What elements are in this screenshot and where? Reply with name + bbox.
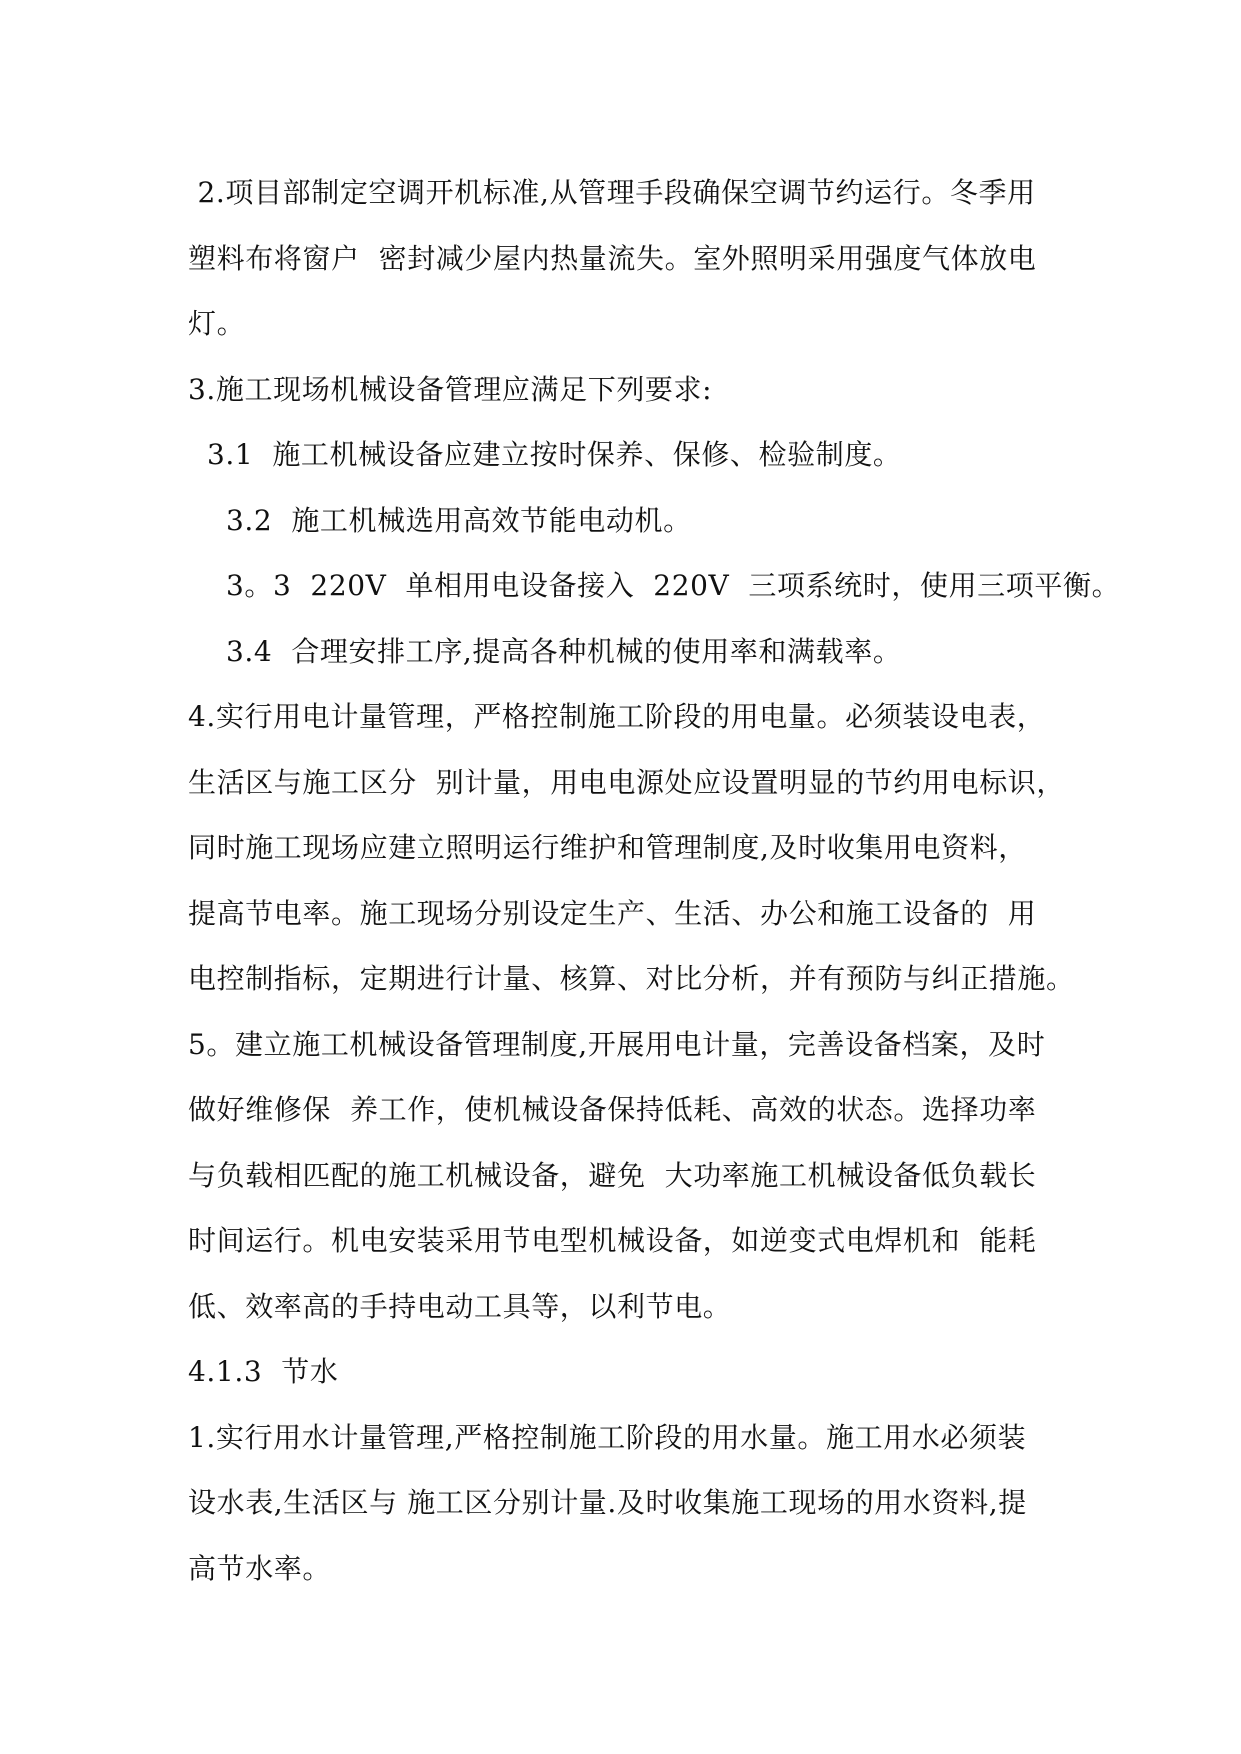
paragraph-line: 灯。 (188, 307, 246, 340)
paragraph-line: 3.2 施工机械选用高效节能电动机。 (188, 503, 692, 537)
paragraph-line: 3。3 220V 单相用电设备接入 220V 三项系统时，使用三项平衡。 (188, 569, 1121, 602)
paragraph-line: 1.实行用水计量管理,严格控制施工阶段的用水量。施工用水必须装 (188, 1420, 1027, 1454)
paragraph-line: 做好维修保 养工作，使机械设备保持低耗、高效的状态。选择功率 (188, 1093, 1037, 1126)
paragraph-line: 3.施工现场机械设备管理应满足下列要求: (188, 372, 713, 406)
paragraph-line: 高节水率。 (188, 1551, 332, 1585)
paragraph-line: 低、效率高的手持电动工具等，以利节电。 (188, 1289, 732, 1323)
paragraph-line: 生活区与施工区分 别计量，用电电源处应设置明显的节约用电标识， (188, 765, 1066, 799)
paragraph-line: 设水表,生活区与 施工区分别计量.及时收集施工现场的用水资料,提 (188, 1486, 1027, 1519)
section-heading: 4.1.3 节水 (188, 1355, 339, 1388)
paragraph-line: 与负载相匹配的施工机械设备，避免 大功率施工机械设备低负载长 (188, 1158, 1037, 1192)
paragraph-line: 电控制指标，定期进行计量、核算、对比分析，并有预防与纠正措施。 (188, 962, 1075, 995)
paragraph-line: 提高节电率。施工现场分别设定生产、生活、办公和施工设备的 用 (188, 896, 1037, 930)
paragraph-line: 时间运行。机电安装采用节电型机械设备，如逆变式电焊机和 能耗 (188, 1224, 1037, 1257)
paragraph-line: 2.项目部制定空调开机标准,从管理手段确保空调节约运行。冬季用 (188, 176, 1036, 209)
paragraph-line: 塑料布将窗户 密封减少屋内热量流失。室外照明采用强度气体放电 (188, 241, 1037, 275)
paragraph-line: 4.实行用电计量管理，严格控制施工阶段的用电量。必须装设电表， (188, 700, 1046, 733)
paragraph-line: 同时施工现场应建立照明运行维护和管理制度,及时收集用电资料， (188, 831, 1027, 864)
paragraph-line: 3.4 合理安排工序,提高各种机械的使用率和满载率。 (188, 634, 902, 668)
paragraph-line: 3.1 施工机械设备应建立按时保养、保修、检验制度。 (188, 438, 902, 471)
paragraph-line: 5。建立施工机械设备管理制度,开展用电计量，完善设备档案，及时 (188, 1027, 1046, 1061)
document-body (188, 160, 1121, 1601)
